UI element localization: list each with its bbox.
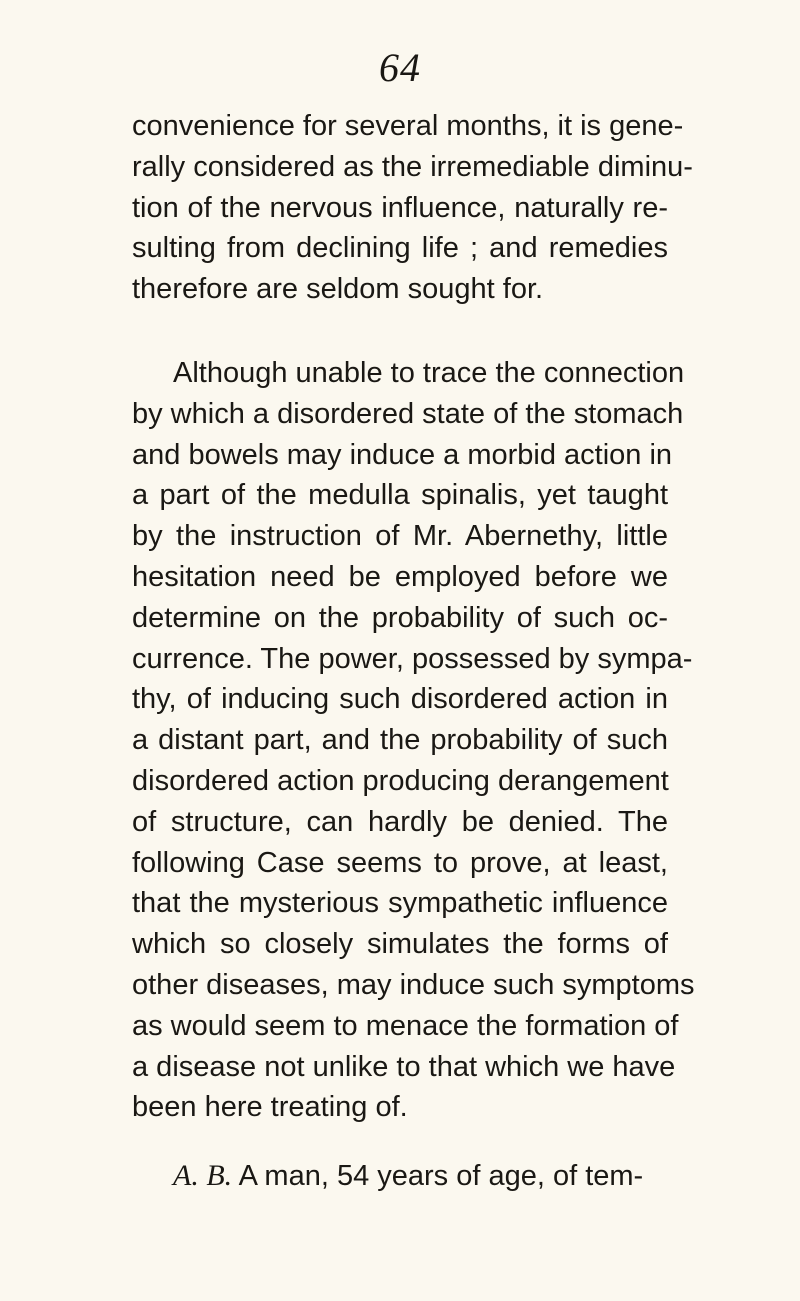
text-line: hesitation need be employed before we <box>132 560 668 593</box>
text-line: a disease not unlike to that which we have <box>132 1050 676 1083</box>
case-label: A. B. <box>173 1159 233 1192</box>
text-line: by which a disordered state of the stomach <box>132 397 684 430</box>
paragraph <box>132 353 695 1128</box>
text-line: rally considered as the irremediable diminu- <box>132 150 693 183</box>
text-line: convenience for several months, it is gene- <box>132 110 684 142</box>
text-line: a distant part, and the probability of such <box>132 724 668 757</box>
text-line: disordered action producing derangement <box>132 764 669 797</box>
text-line: tion of the nervous influence, naturally re- <box>132 191 668 224</box>
text-line: which so closely simulates the forms of <box>132 928 668 961</box>
text-line: of structure, can hardly be denied. The <box>132 805 668 838</box>
case-intro-text: A man, 54 years of age, of tem- <box>232 1160 644 1192</box>
paragraph <box>132 106 693 310</box>
text-line: a part of the medulla spinalis, yet taught <box>132 479 668 512</box>
text-line: therefore are seldom sought for. <box>132 273 544 306</box>
text-line: thy, of inducing such disordered action in <box>132 683 668 716</box>
text-line: currence. The power, possessed by sympa- <box>132 642 693 675</box>
text-line: sulting from declining life ; and remedies <box>132 232 668 265</box>
text-line: and bowels may induce a morbid action in <box>132 438 673 471</box>
text-line: following Case seems to prove, at least, <box>132 846 668 879</box>
text-line: by the instruction of Mr. Abernethy, little <box>132 520 668 553</box>
paragraph <box>132 1156 668 1197</box>
text-line: Although unable to trace the connection <box>173 357 685 389</box>
page-number: 64 <box>379 45 421 90</box>
text-line <box>132 1156 668 1197</box>
text-line: other diseases, may induce such symptoms <box>132 968 695 1001</box>
text-line: that the mysterious sympathetic influence <box>132 887 668 920</box>
text-line: been here treating of. <box>132 1091 408 1124</box>
text-line: as would seem to menace the formation of <box>132 1009 679 1042</box>
text-line: determine on the probability of such oc- <box>132 601 668 634</box>
